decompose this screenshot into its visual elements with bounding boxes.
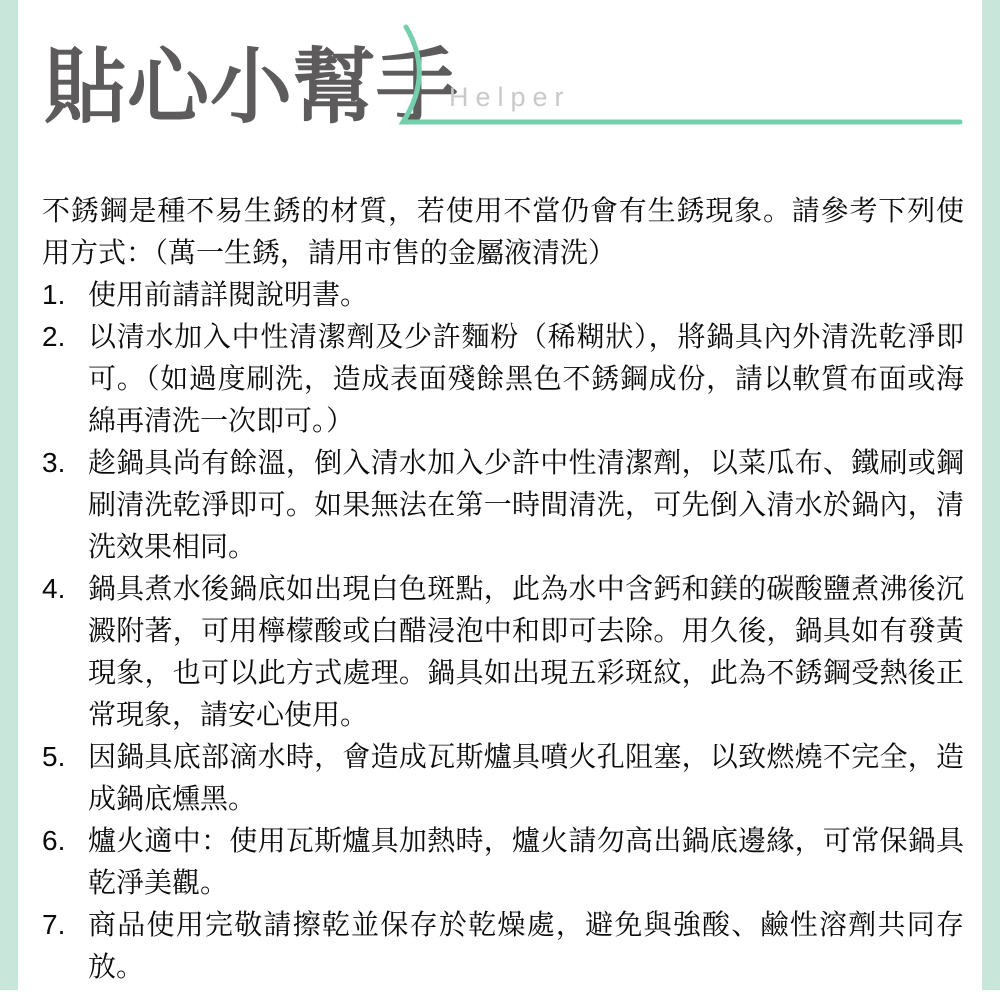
item-text: 趁鍋具尚有餘溫，倒入清水加入少許中性清潔劑，以菜瓜布、鐵刷或鋼刷清洗乾淨即可。如果無法在第一時間清洗，可先倒入清水於鍋內，清洗效果相同。	[88, 447, 964, 562]
list-item	[42, 820, 964, 904]
item-number: 4.	[42, 573, 66, 604]
item-text: 以清水加入中性清潔劑及少許麵粉（稀糊狀），將鍋具內外清洗乾淨即可。（如過度刷洗，造成表面殘餘黑色不銹鋼成份，請以軟質布面或海綿再清洗一次即可。）	[88, 321, 964, 436]
item-text: 因鍋具底部滴水時，會造成瓦斯爐具噴火孔阻塞，以致燃燒不完全，造成鍋底燻黑。	[88, 741, 964, 814]
item-text: 鍋具煮水後鍋底如出現白色斑點，此為水中含鈣和鎂的碳酸鹽煮沸後沉澱附著，可用檸檬酸或白醋浸泡中和即可去除。用久後，鍋具如有發黃現象，也可以此方式處理。鍋具如出現五彩斑紋，此為不銹鋼受熱後正常現象，請安心使用。	[88, 573, 964, 730]
page-title: 貼心小幫手	[44, 42, 460, 133]
item-number: 2.	[42, 321, 66, 352]
item-number: 3.	[42, 447, 66, 478]
list-item	[42, 736, 964, 820]
header	[0, 0, 1000, 170]
instructions-section	[42, 190, 964, 988]
list-item	[42, 442, 964, 568]
list-item	[42, 316, 964, 442]
intro-paragraph: 不銹鋼是種不易生銹的材質，若使用不當仍會有生銹現象。請參考下列使用方式：（萬一生銹，請用市售的金屬液清洗）	[42, 195, 964, 268]
page-subtitle: Helper	[449, 82, 571, 112]
item-number: 6.	[42, 825, 66, 856]
list-item	[42, 274, 964, 316]
instruction-list	[42, 274, 964, 988]
item-text: 爐火適中：使用瓦斯爐具加熱時，爐火請勿高出鍋底邊緣，可常保鍋具乾淨美觀。	[88, 825, 964, 898]
item-number: 7.	[42, 909, 66, 940]
item-text: 商品使用完敬請擦乾並保存於乾燥處，避免與強酸、鹼性溶劑共同存放。	[88, 909, 964, 982]
list-item	[42, 568, 964, 736]
list-item	[42, 904, 964, 988]
item-number: 5.	[42, 741, 66, 772]
item-number: 1.	[42, 279, 66, 310]
item-text: 使用前請詳閱說明書。	[88, 279, 369, 310]
